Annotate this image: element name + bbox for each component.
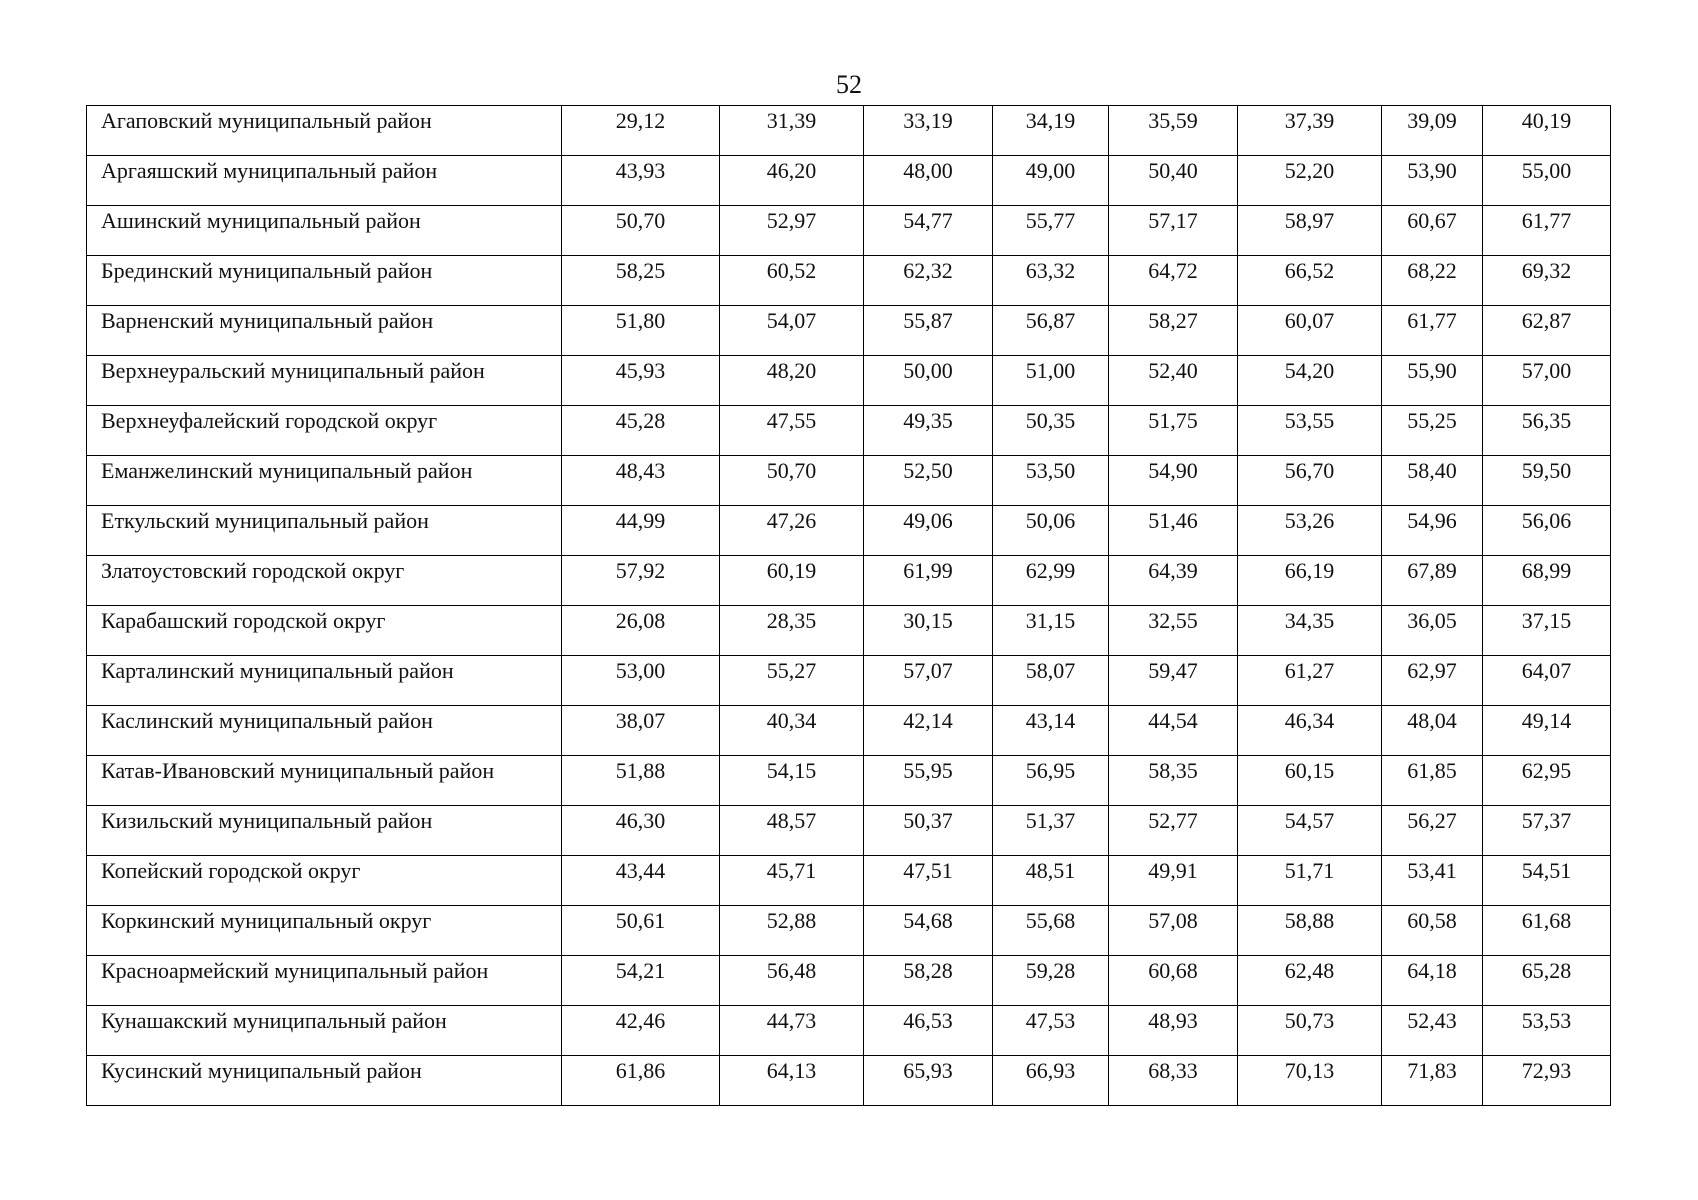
- municipality-name-cell: Брединский муниципальный район: [87, 256, 562, 306]
- value-cell: 58,07: [993, 656, 1109, 706]
- value-cell: 68,99: [1483, 556, 1611, 606]
- value-cell: 54,15: [720, 756, 864, 806]
- value-cell: 37,39: [1238, 106, 1382, 156]
- value-cell: 35,59: [1109, 106, 1238, 156]
- value-cell: 44,73: [720, 1006, 864, 1056]
- value-cell: 60,19: [720, 556, 864, 606]
- value-cell: 55,95: [864, 756, 993, 806]
- value-cell: 68,33: [1109, 1056, 1238, 1106]
- value-cell: 66,19: [1238, 556, 1382, 606]
- value-cell: 60,67: [1382, 206, 1483, 256]
- value-cell: 54,68: [864, 906, 993, 956]
- municipality-name-cell: Кусинский муниципальный район: [87, 1056, 562, 1106]
- value-cell: 51,37: [993, 806, 1109, 856]
- value-cell: 42,14: [864, 706, 993, 756]
- value-cell: 50,40: [1109, 156, 1238, 206]
- value-cell: 48,00: [864, 156, 993, 206]
- value-cell: 54,51: [1483, 856, 1611, 906]
- value-cell: 64,39: [1109, 556, 1238, 606]
- municipality-name-cell: Аргаяшский муниципальный район: [87, 156, 562, 206]
- municipality-name-cell: Еткульский муниципальный район: [87, 506, 562, 556]
- value-cell: 56,87: [993, 306, 1109, 356]
- value-cell: 51,71: [1238, 856, 1382, 906]
- value-cell: 52,20: [1238, 156, 1382, 206]
- value-cell: 53,00: [562, 656, 720, 706]
- municipality-name-cell: Катав-Ивановский муниципальный район: [87, 756, 562, 806]
- data-table: [86, 105, 1611, 1106]
- table-row: [87, 256, 1611, 306]
- value-cell: 60,07: [1238, 306, 1382, 356]
- value-cell: 45,93: [562, 356, 720, 406]
- value-cell: 57,37: [1483, 806, 1611, 856]
- value-cell: 50,70: [562, 206, 720, 256]
- table-row: [87, 556, 1611, 606]
- value-cell: 53,55: [1238, 406, 1382, 456]
- value-cell: 26,08: [562, 606, 720, 656]
- value-cell: 61,99: [864, 556, 993, 606]
- value-cell: 55,77: [993, 206, 1109, 256]
- value-cell: 60,15: [1238, 756, 1382, 806]
- value-cell: 45,71: [720, 856, 864, 906]
- table-row: [87, 356, 1611, 406]
- municipality-name-cell: Кунашакский муниципальный район: [87, 1006, 562, 1056]
- value-cell: 58,28: [864, 956, 993, 1006]
- value-cell: 70,13: [1238, 1056, 1382, 1106]
- table-row: [87, 456, 1611, 506]
- value-cell: 48,57: [720, 806, 864, 856]
- value-cell: 52,50: [864, 456, 993, 506]
- value-cell: 64,72: [1109, 256, 1238, 306]
- value-cell: 51,00: [993, 356, 1109, 406]
- value-cell: 61,77: [1483, 206, 1611, 256]
- table-row: [87, 106, 1611, 156]
- value-cell: 65,28: [1483, 956, 1611, 1006]
- value-cell: 72,93: [1483, 1056, 1611, 1106]
- value-cell: 60,68: [1109, 956, 1238, 1006]
- value-cell: 56,35: [1483, 406, 1611, 456]
- value-cell: 54,90: [1109, 456, 1238, 506]
- value-cell: 33,19: [864, 106, 993, 156]
- value-cell: 48,43: [562, 456, 720, 506]
- municipality-name-cell: Карабашский городской округ: [87, 606, 562, 656]
- value-cell: 31,15: [993, 606, 1109, 656]
- value-cell: 63,32: [993, 256, 1109, 306]
- table-row: [87, 506, 1611, 556]
- value-cell: 54,57: [1238, 806, 1382, 856]
- value-cell: 42,46: [562, 1006, 720, 1056]
- table-row: [87, 956, 1611, 1006]
- value-cell: 47,53: [993, 1006, 1109, 1056]
- value-cell: 61,27: [1238, 656, 1382, 706]
- table-row: [87, 606, 1611, 656]
- value-cell: 50,37: [864, 806, 993, 856]
- value-cell: 57,00: [1483, 356, 1611, 406]
- value-cell: 55,87: [864, 306, 993, 356]
- value-cell: 52,43: [1382, 1006, 1483, 1056]
- value-cell: 47,51: [864, 856, 993, 906]
- value-cell: 34,19: [993, 106, 1109, 156]
- value-cell: 37,15: [1483, 606, 1611, 656]
- value-cell: 56,27: [1382, 806, 1483, 856]
- value-cell: 38,07: [562, 706, 720, 756]
- value-cell: 62,95: [1483, 756, 1611, 806]
- municipality-name-cell: Верхнеуфалейский городской округ: [87, 406, 562, 456]
- table-row: [87, 656, 1611, 706]
- value-cell: 57,17: [1109, 206, 1238, 256]
- value-cell: 51,46: [1109, 506, 1238, 556]
- value-cell: 52,97: [720, 206, 864, 256]
- value-cell: 54,07: [720, 306, 864, 356]
- value-cell: 62,87: [1483, 306, 1611, 356]
- value-cell: 49,35: [864, 406, 993, 456]
- value-cell: 44,99: [562, 506, 720, 556]
- value-cell: 50,73: [1238, 1006, 1382, 1056]
- value-cell: 57,07: [864, 656, 993, 706]
- value-cell: 54,77: [864, 206, 993, 256]
- value-cell: 50,35: [993, 406, 1109, 456]
- value-cell: 53,53: [1483, 1006, 1611, 1056]
- value-cell: 50,00: [864, 356, 993, 406]
- table-row: [87, 906, 1611, 956]
- municipality-name-cell: Копейский городской округ: [87, 856, 562, 906]
- value-cell: 53,26: [1238, 506, 1382, 556]
- table-row: [87, 756, 1611, 806]
- table-row: [87, 406, 1611, 456]
- value-cell: 62,48: [1238, 956, 1382, 1006]
- value-cell: 60,52: [720, 256, 864, 306]
- municipality-name-cell: Варненский муниципальный район: [87, 306, 562, 356]
- value-cell: 47,26: [720, 506, 864, 556]
- municipality-name-cell: Агаповский муниципальный район: [87, 106, 562, 156]
- table-row: [87, 306, 1611, 356]
- value-cell: 54,20: [1238, 356, 1382, 406]
- value-cell: 62,97: [1382, 656, 1483, 706]
- value-cell: 57,08: [1109, 906, 1238, 956]
- municipality-name-cell: Верхнеуральский муниципальный район: [87, 356, 562, 406]
- value-cell: 48,20: [720, 356, 864, 406]
- value-cell: 34,35: [1238, 606, 1382, 656]
- table-row: [87, 156, 1611, 206]
- value-cell: 32,55: [1109, 606, 1238, 656]
- value-cell: 43,93: [562, 156, 720, 206]
- value-cell: 55,27: [720, 656, 864, 706]
- value-cell: 56,06: [1483, 506, 1611, 556]
- value-cell: 55,90: [1382, 356, 1483, 406]
- value-cell: 46,34: [1238, 706, 1382, 756]
- value-cell: 59,47: [1109, 656, 1238, 706]
- table-row: [87, 856, 1611, 906]
- value-cell: 58,25: [562, 256, 720, 306]
- value-cell: 61,77: [1382, 306, 1483, 356]
- value-cell: 56,70: [1238, 456, 1382, 506]
- value-cell: 52,88: [720, 906, 864, 956]
- value-cell: 31,39: [720, 106, 864, 156]
- municipality-name-cell: Златоустовский городской округ: [87, 556, 562, 606]
- value-cell: 60,58: [1382, 906, 1483, 956]
- value-cell: 56,48: [720, 956, 864, 1006]
- municipality-name-cell: Красноармейский муниципальный район: [87, 956, 562, 1006]
- value-cell: 58,27: [1109, 306, 1238, 356]
- value-cell: 53,50: [993, 456, 1109, 506]
- value-cell: 40,34: [720, 706, 864, 756]
- value-cell: 48,93: [1109, 1006, 1238, 1056]
- value-cell: 58,35: [1109, 756, 1238, 806]
- value-cell: 50,61: [562, 906, 720, 956]
- value-cell: 61,85: [1382, 756, 1483, 806]
- value-cell: 36,05: [1382, 606, 1483, 656]
- value-cell: 61,68: [1483, 906, 1611, 956]
- table-row: [87, 806, 1611, 856]
- value-cell: 54,96: [1382, 506, 1483, 556]
- municipality-name-cell: Коркинский муниципальный округ: [87, 906, 562, 956]
- value-cell: 45,28: [562, 406, 720, 456]
- value-cell: 39,09: [1382, 106, 1483, 156]
- value-cell: 54,21: [562, 956, 720, 1006]
- value-cell: 55,68: [993, 906, 1109, 956]
- value-cell: 64,13: [720, 1056, 864, 1106]
- value-cell: 52,77: [1109, 806, 1238, 856]
- table-row: [87, 706, 1611, 756]
- value-cell: 48,04: [1382, 706, 1483, 756]
- page-number: 52: [836, 70, 862, 99]
- value-cell: 64,18: [1382, 956, 1483, 1006]
- municipality-name-cell: Карталинский муниципальный район: [87, 656, 562, 706]
- value-cell: 68,22: [1382, 256, 1483, 306]
- value-cell: 57,92: [562, 556, 720, 606]
- value-cell: 44,54: [1109, 706, 1238, 756]
- value-cell: 69,32: [1483, 256, 1611, 306]
- table-row: [87, 1056, 1611, 1106]
- value-cell: 50,70: [720, 456, 864, 506]
- value-cell: 47,55: [720, 406, 864, 456]
- value-cell: 59,50: [1483, 456, 1611, 506]
- table-row: [87, 1006, 1611, 1056]
- value-cell: 53,90: [1382, 156, 1483, 206]
- value-cell: 67,89: [1382, 556, 1483, 606]
- value-cell: 49,00: [993, 156, 1109, 206]
- value-cell: 28,35: [720, 606, 864, 656]
- value-cell: 58,40: [1382, 456, 1483, 506]
- municipality-name-cell: Каслинский муниципальный район: [87, 706, 562, 756]
- municipality-name-cell: Ашинский муниципальный район: [87, 206, 562, 256]
- value-cell: 64,07: [1483, 656, 1611, 706]
- value-cell: 58,97: [1238, 206, 1382, 256]
- value-cell: 52,40: [1109, 356, 1238, 406]
- value-cell: 50,06: [993, 506, 1109, 556]
- value-cell: 55,00: [1483, 156, 1611, 206]
- value-cell: 46,30: [562, 806, 720, 856]
- value-cell: 65,93: [864, 1056, 993, 1106]
- value-cell: 55,25: [1382, 406, 1483, 456]
- value-cell: 29,12: [562, 106, 720, 156]
- value-cell: 56,95: [993, 756, 1109, 806]
- value-cell: 71,83: [1382, 1056, 1483, 1106]
- value-cell: 49,06: [864, 506, 993, 556]
- table-body: [87, 106, 1611, 1106]
- value-cell: 66,52: [1238, 256, 1382, 306]
- value-cell: 49,14: [1483, 706, 1611, 756]
- value-cell: 51,88: [562, 756, 720, 806]
- municipality-name-cell: Кизильский муниципальный район: [87, 806, 562, 856]
- value-cell: 43,14: [993, 706, 1109, 756]
- value-cell: 53,41: [1382, 856, 1483, 906]
- municipality-name-cell: Еманжелинский муниципальный район: [87, 456, 562, 506]
- value-cell: 46,20: [720, 156, 864, 206]
- table-row: [87, 206, 1611, 256]
- value-cell: 58,88: [1238, 906, 1382, 956]
- value-cell: 46,53: [864, 1006, 993, 1056]
- value-cell: 66,93: [993, 1056, 1109, 1106]
- value-cell: 40,19: [1483, 106, 1611, 156]
- value-cell: 30,15: [864, 606, 993, 656]
- value-cell: 59,28: [993, 956, 1109, 1006]
- value-cell: 62,99: [993, 556, 1109, 606]
- value-cell: 51,80: [562, 306, 720, 356]
- value-cell: 48,51: [993, 856, 1109, 906]
- value-cell: 51,75: [1109, 406, 1238, 456]
- value-cell: 62,32: [864, 256, 993, 306]
- value-cell: 49,91: [1109, 856, 1238, 906]
- value-cell: 61,86: [562, 1056, 720, 1106]
- value-cell: 43,44: [562, 856, 720, 906]
